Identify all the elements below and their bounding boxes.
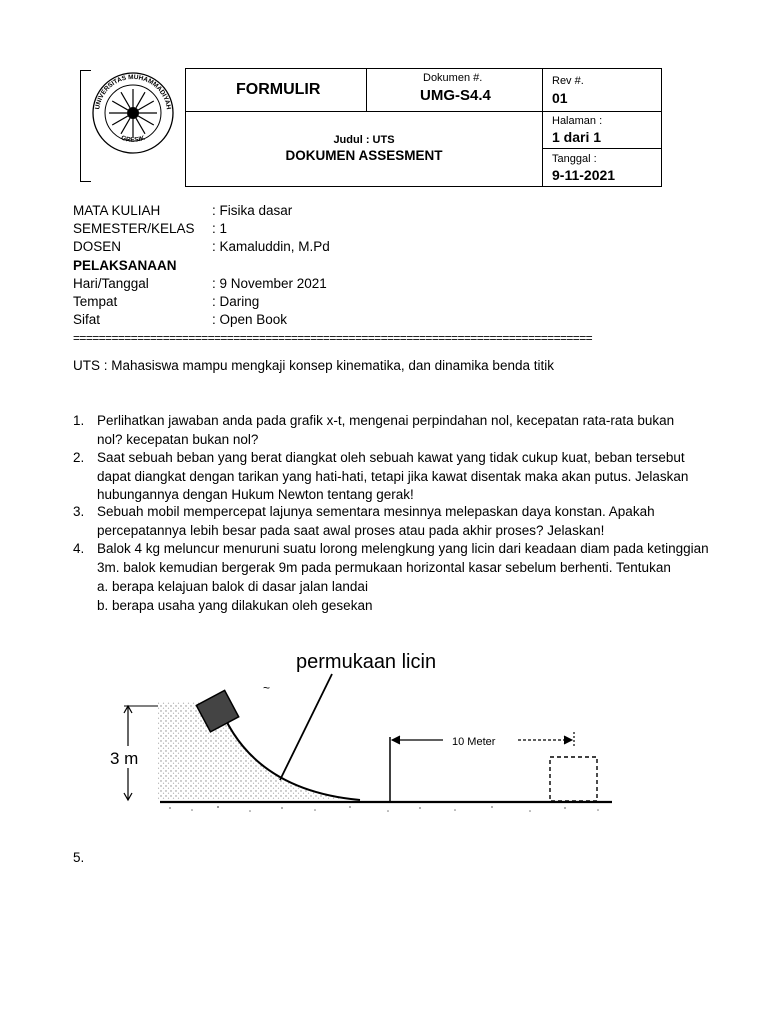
halaman-value: 1 dari 1 [552,129,602,145]
ground-texture [169,806,599,812]
formulir-cell [185,68,367,112]
question-text: Saat sebuah beban yang berat diangkat oleh sebuah kawat yang tidak cukup kuat, beban tersebut dapat diangkat dengan tarikan yang hati-hati, tetapi jika kawat disentak maka akan putus. Jelaskan hubungannya dengan Hukum Newton tentang gerak! [97,450,689,503]
svg-text:GRESIK: GRESIK [120,134,146,144]
question-text: a. berapa kelajuan balok di dasar jalan landai [97,579,368,594]
question-text: Balok 4 kg meluncur menuruni suatu lorong melengkung yang licin dari keadaan diam pada ketinggian [97,541,709,556]
ramp-fill [158,702,360,800]
info-label: MATA KULIAH [73,203,161,218]
question-number: 2. [73,450,85,465]
info-label: SEMESTER/KELAS [73,221,195,236]
question-number: 4. [73,541,85,556]
height-label: 3 m [110,749,139,768]
dokumen-title: DOKUMEN ASSESMENT [285,148,443,163]
judul-text: Judul : UTS [333,134,395,146]
question-text: Sebuah mobil mempercepat lajunya sementara mesinnya melepaskan daya konstan. Apakah percepatannya lebih besar pada saat awal proses atau pada akhir proses? Jelaskan! [97,504,655,538]
halaman-cell [542,111,662,149]
rev-label: Rev #. [552,75,584,87]
final-block-outline [550,757,597,801]
question-number: 1. [73,413,85,428]
university-seal-logo [86,70,180,156]
ramp-diagram [100,640,620,825]
info-label: DOSEN [73,239,122,254]
svg-text:~: ~ [263,681,271,695]
tanggal-cell [542,148,662,187]
dokumen-value: UMG-S4.4 [420,87,491,104]
halaman-label: Halaman : [552,115,603,127]
info-value: : 1 [212,221,228,236]
info-label: Tempat [73,294,118,309]
info-value: : Daring [212,294,260,309]
label-pointer [280,674,332,780]
tanggal-value: 9-11-2021 [552,167,616,183]
dokumen-cell [366,68,543,112]
dokumen-label: Dokumen #. [423,72,483,84]
rev-cell [542,68,662,112]
info-value: : Kamaluddin, M.Pd [212,239,330,254]
rev-value: 01 [552,90,568,106]
formulir-title: FORMULIR [236,81,321,98]
tanggal-label: Tanggal : [552,153,597,165]
uts-objective: UTS : Mahasiswa mampu mengkaji konsep kinematika, dan dinamika benda titik [73,358,554,373]
info-value: : Fisika dasar [212,203,293,218]
info-label: Hari/Tanggal [73,276,149,291]
question-text: b. berapa usaha yang dilakukan oleh gesekan [97,598,373,613]
info-value: : 9 November 2021 [212,276,327,291]
surface-label: permukaan licin [296,651,437,673]
judul-cell [185,111,543,187]
info-label: Sifat [73,312,101,327]
info-heading: PELAKSANAAN [73,258,177,273]
question-text: Perlihatkan jawaban anda pada grafik x-t, mengenai perpindahan nol, kecepatan rata-rata bukan nol? kecepatan bukan nol? [97,413,675,447]
distance-label: 10 Meter [452,736,496,748]
separator-line: ================================================================================= [73,331,593,345]
svg-text:UNIVERSITAS MUHAMMADIYAH: UNIVERSITAS MUHAMMADIYAH [94,73,172,110]
question-text: 3m. balok kemudian bergerak 9m pada permukaan horizontal kasar sebelum berhenti. Tentukan [97,560,671,575]
question-5-number: 5. [73,850,85,865]
info-value: : Open Book [212,312,288,327]
question-number: 3. [73,504,85,519]
